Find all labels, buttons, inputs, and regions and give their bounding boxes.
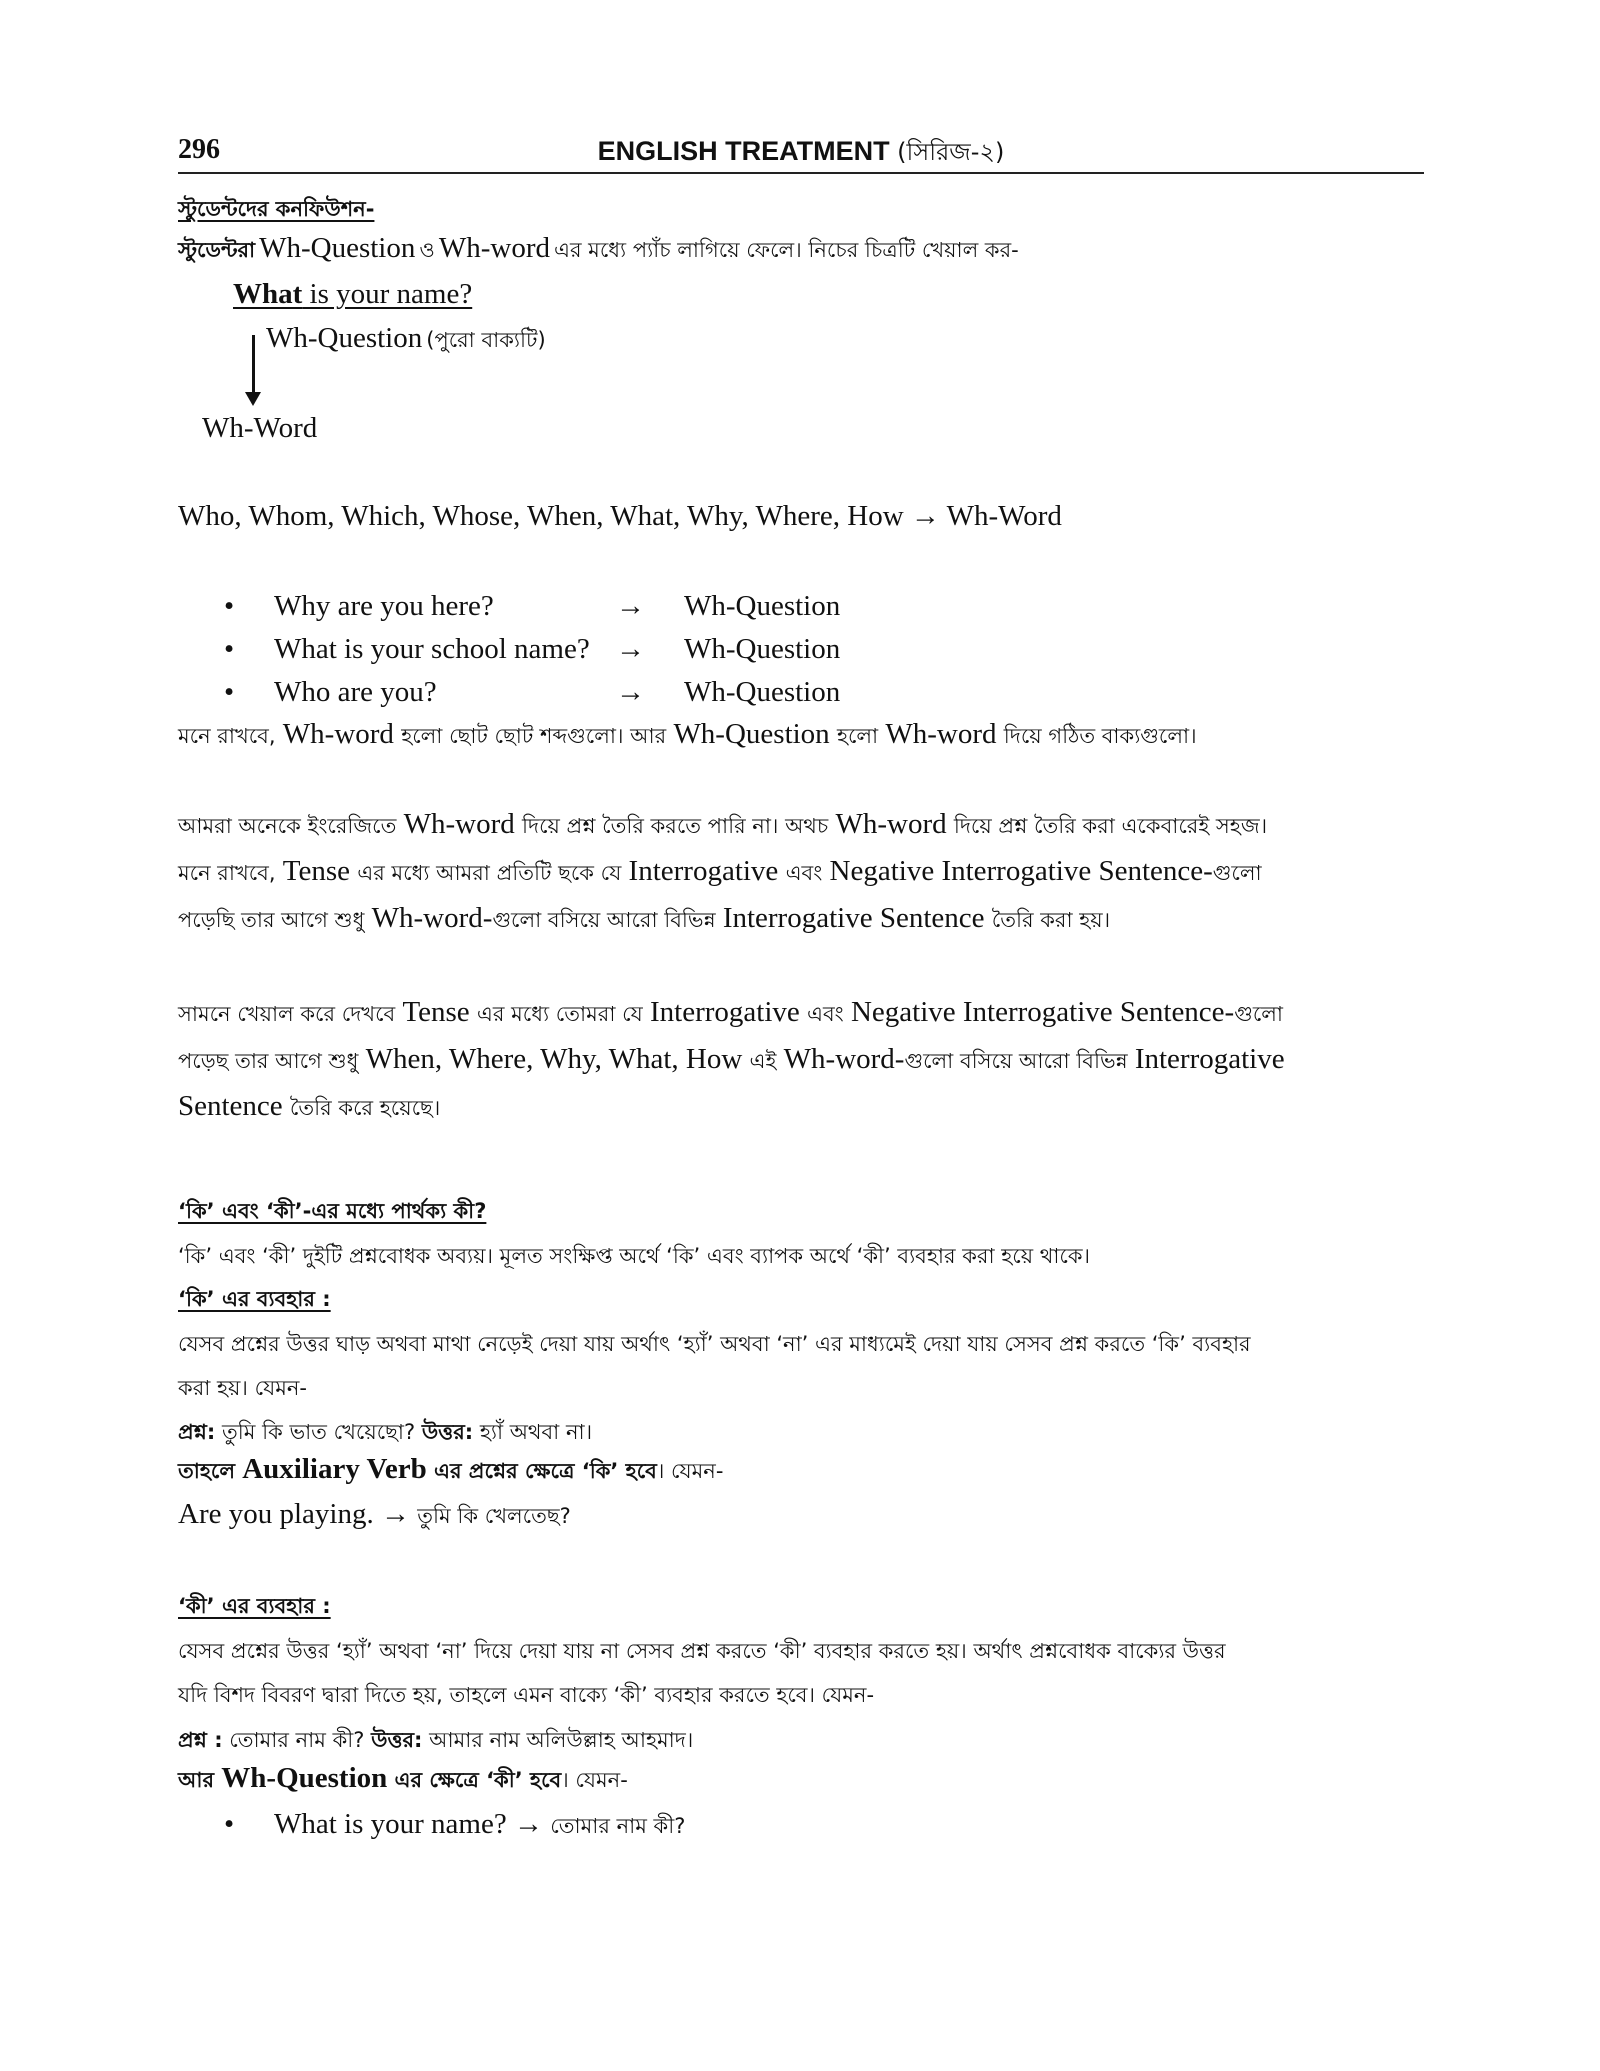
text-bold: স্টুডেন্টরা (178, 238, 256, 262)
text-en: Wh-word (878, 718, 1004, 750)
text-bn: এর ক্ষেত্রে ‘কী’ হবে (394, 1768, 562, 1792)
text-en: Wh-word- (776, 1043, 905, 1075)
arrow-icon: → (616, 676, 645, 708)
bullet-icon: • (224, 633, 235, 665)
question-text: তোমার নাম কী? (222, 1728, 372, 1752)
ki-kee-intro: ‘কি’ এবং ‘কী’ দুইটি প্রশ্নবোধক অব্যয়। মূলত সংক্ষিপ্ত অর্থে ‘কি’ এবং ব্যাপক অর্থে ‘কী’ ব্যবহার করা হয়ে থাকে। (178, 1244, 1091, 1268)
text-bn: পড়েছ তার আগে শুধু (178, 1049, 359, 1073)
remember-line (178, 718, 1424, 755)
bullet-icon: • (224, 1808, 235, 1840)
text-en: Wh-Question (666, 718, 837, 750)
text-bn: এর মধ্যে প্যাঁচ লাগিয়ে ফেলে। নিচের চিত্রটি খেয়াল কর- (553, 238, 1019, 262)
arrow-icon: → (616, 590, 645, 622)
down-arrow-icon (252, 335, 255, 395)
diagram-what: What (233, 278, 303, 310)
text-bn: তৈরি করে হয়েছে। (289, 1096, 441, 1120)
wh-question-rule-line (178, 1762, 1424, 1799)
text-en: Wh-word (275, 718, 402, 750)
text-bn: এর মধ্যে আমরা প্রতিটি ছকে যে (357, 861, 622, 885)
question-label: প্রশ্ন : (178, 1728, 223, 1752)
series-label: (সিরিজ-২) (897, 138, 1005, 166)
answer-label: উত্তর: (371, 1728, 423, 1752)
example-answer: Wh-Question (684, 633, 841, 665)
text-bn: এবং (807, 1002, 844, 1026)
diagram-wh-word: Wh-Word (202, 412, 318, 444)
confusion-line (178, 232, 1424, 269)
text-bn: । যেমন- (656, 1459, 724, 1483)
text-en: Interrogative (621, 855, 786, 887)
bullet-icon: • (224, 676, 235, 708)
question-label: প্রশ্ন: (178, 1420, 216, 1444)
text-bn: দিয়ে গঠিত বাক্যগুলো। (1003, 724, 1197, 748)
text-en: Sentence (178, 1090, 290, 1122)
paragraph-2-line (178, 1043, 1424, 1080)
paragraph-2-line (178, 996, 1424, 1033)
example-question: What is your school name? (274, 633, 590, 665)
text-en: Interrogative (1127, 1043, 1285, 1075)
text-en: Wh-Question (214, 1762, 395, 1794)
kee-usage-line: যেসব প্রশ্নের উত্তর ‘হ্যাঁ’ অথবা ‘না’ দিয়ে দেয়া যায় না সেসব প্রশ্ন করতে ‘কী’ ব্যবহার করতে হয়। অর্থাৎ প্রশ্নবোধক বাক্যের উত্তর (178, 1639, 1226, 1663)
example-question: Why are you here? (274, 590, 494, 622)
example-line (274, 1808, 685, 1845)
answer-label: উত্তর: (421, 1420, 474, 1444)
ki-usage-line: করা হয়। যেমন- (178, 1376, 307, 1400)
page-header (178, 128, 1424, 174)
page-number: 296 (178, 134, 220, 165)
text-en: Wh-Question (259, 232, 416, 264)
text-bn: গুলো (1234, 1002, 1284, 1026)
text-en: What is your name? → (274, 1808, 551, 1840)
confusion-heading: স্টুডেন্টদের কনফিউশন- (178, 197, 375, 221)
diagram-wh-question (266, 322, 866, 359)
text-bn: এবং (785, 861, 823, 885)
example-question: Who are you? (274, 676, 437, 708)
example-answer: Wh-Question (684, 676, 841, 708)
arrowhead-icon (245, 392, 261, 406)
text-bn: (পুরো বাক্যটি) (426, 328, 546, 352)
text-en: Negative Interrogative Sentence- (822, 855, 1213, 887)
aux-verb-line (178, 1453, 1424, 1490)
text-bn: মনে রাখবে, (178, 861, 276, 885)
text-bn: ও (419, 238, 435, 262)
book-title-text: ENGLISH TREATMENT (597, 136, 890, 166)
diagram-sentence (233, 278, 833, 311)
text-bn: । যেমন- (561, 1768, 628, 1792)
text-en: Wh-word (828, 808, 954, 840)
paragraph-2-line (178, 1090, 1424, 1127)
text-en: Tense (275, 855, 358, 887)
text-bn: এর মধ্যে তোমরা যে (476, 1002, 643, 1026)
text-bn: আমরা অনেকে ইংরেজিতে (178, 814, 397, 838)
text-en: Wh-Question (266, 322, 423, 354)
ki-usage-heading: ‘কি’ এর ব্যবহার : (178, 1287, 331, 1311)
example-answer: Wh-Question (684, 590, 841, 622)
book-title (178, 134, 1424, 174)
text-en: Interrogative (642, 996, 807, 1028)
paragraph-1-line (178, 902, 1424, 939)
text-en: Auxiliary Verb (234, 1453, 434, 1485)
text-bn: গুলো বসিয়ে আরো বিভিন্ন (492, 908, 716, 932)
wh-words-line: Who, Whom, Which, Whose, When, What, Why, Where, How → Wh-Word (178, 500, 1062, 532)
text-bn: তাহলে (178, 1459, 235, 1483)
kee-usage-heading: ‘কী’ এর ব্যবহার : (178, 1594, 331, 1618)
text-en: Negative Interrogative Sentence- (843, 996, 1235, 1028)
kee-usage-line: যদি বিশদ বিবরণ দ্বারা দিতে হয়, তাহলে এমন বাক্যে ‘কী’ ব্যবহার করতে হবে। যেমন- (178, 1683, 875, 1707)
text-bn: এই (749, 1049, 777, 1073)
ki-example-qa (178, 1416, 1424, 1451)
ki-kee-heading: ‘কি’ এবং ‘কী’-এর মধ্যে পার্থক্য কী? (178, 1199, 487, 1223)
text-bn: দিয়ে প্রশ্ন তৈরি করতে পারি না। অথচ (522, 814, 829, 838)
text-bn: মনে রাখবে, (178, 724, 276, 748)
ki-usage-line: যেসব প্রশ্নের উত্তর ঘাড় অথবা মাথা নেড়েই দেয়া যায় অর্থাৎ ‘হ্যাঁ’ অথবা ‘না’ এর মাধ্যমেই দেয়া যায় সেসব প্রশ্ন করতে ‘কি’ ব্যবহার (178, 1332, 1251, 1356)
aux-example-line (178, 1498, 1424, 1535)
text-en: Wh-word (396, 808, 523, 840)
text-bn: এর প্রশ্নের ক্ষেত্রে ‘কি’ হবে (433, 1459, 657, 1483)
answer-text: হ্যাঁ অথবা না। (473, 1420, 593, 1444)
arrow-icon: → (616, 633, 645, 665)
text-en: When, Where, Why, What, How (358, 1043, 750, 1075)
text-bn: তুমি কি খেলতেছ? (417, 1504, 571, 1528)
question-text: তুমি কি ভাত খেয়েছো? (215, 1420, 422, 1444)
text-bn: দিয়ে প্রশ্ন তৈরি করা একেবারেই সহজ। (953, 814, 1268, 838)
kee-example-qa (178, 1724, 1424, 1759)
text-bn: তৈরি করা হয়। (991, 908, 1111, 932)
answer-text: আমার নাম অলিউল্লাহ আহমাদ। (422, 1728, 694, 1752)
text-bn: হলো ছোট ছোট শব্দগুলো। আর (401, 724, 667, 748)
text-bn: হলো (836, 724, 879, 748)
text-bn: গুলো (1212, 861, 1262, 885)
bullet-icon: • (224, 590, 235, 622)
text-en: Tense (395, 996, 477, 1028)
paragraph-1-line (178, 855, 1424, 892)
paragraph-1-line (178, 808, 1424, 845)
text-bn: তোমার নাম কী? (550, 1814, 686, 1838)
text-bn: পড়েছি তার আগে শুধু (178, 908, 365, 932)
text-en: Are you playing. → (178, 1498, 418, 1530)
text-bn: সামনে খেয়াল করে দেখবে (178, 1002, 396, 1026)
text-en: Wh-word (438, 232, 550, 264)
text-en: Wh-word- (364, 902, 493, 934)
diagram-rest: is your name? (302, 278, 473, 310)
text-bn: আর (178, 1768, 215, 1792)
text-en: Interrogative Sentence (715, 902, 992, 934)
text-bn: গুলো বসিয়ে আরো বিভিন্ন (904, 1049, 1128, 1073)
